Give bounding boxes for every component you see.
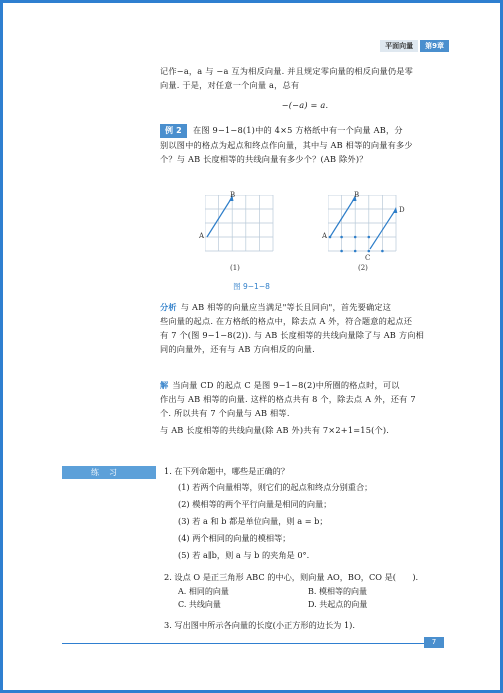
solution-tag: 解: [160, 380, 169, 390]
solution-line-1: 当向量 CD 的起点 C 是图 9−1−8(2)中所圈的格点时，可以: [172, 380, 400, 390]
q1-item-1: (1) 若两个向量相等，则它们的起点和终点分别重合；: [178, 482, 373, 492]
footer-rule: [62, 643, 437, 644]
analysis-line-1: 与 AB 相等的向量应当满足"等长且同向"，首先要确定这: [180, 302, 392, 312]
label-c-2: C: [365, 254, 371, 262]
analysis-line-3: 有 7 个(图 9−1−8(2)). 与 AB 长度相等的共线向量除了与 AB 方向相: [160, 330, 424, 340]
analysis-line-4: 同的向量外，还有与 AB 方向相反的向量.: [160, 344, 315, 354]
example-line-2: 别以图中的格点为起点和终点作向量，其中与 AB 相等的向量有多少: [160, 140, 413, 150]
vector-cd: [370, 209, 396, 249]
q2-option-b: B. 模相等的向量: [308, 587, 367, 596]
example-2: [160, 123, 450, 166]
analysis-tag: 分析: [160, 302, 177, 312]
running-header: [380, 40, 449, 52]
figure-grid-1: [205, 195, 275, 255]
analysis-paragraph: [160, 300, 450, 356]
q1-item-3: (3) 若 a 和 b 都是单位向量，则 a = b；: [178, 516, 328, 526]
label-b-1: B: [230, 191, 236, 199]
example-line-1: 在图 9−1−8(1)中的 4×5 方格纸中有一个向量 AB，分: [192, 125, 403, 135]
label-a-1: A: [199, 232, 205, 240]
solution-paragraph: [160, 378, 450, 437]
page-number: 7: [424, 637, 444, 648]
q1-item-5: (5) 若 a∥b，则 a 与 b 的夹角是 0°.: [178, 550, 310, 560]
q2-option-d: D. 共起点的向量: [308, 600, 368, 609]
q2-option-c: C. 共线向量: [178, 600, 221, 609]
section-title: 平面向量: [380, 40, 418, 52]
intro-formula: −(−a) = a.: [281, 100, 329, 110]
vector-ab: [207, 197, 232, 237]
label-b-2: B: [354, 191, 360, 199]
q2-options: [178, 586, 438, 610]
label-d-2: D: [399, 206, 405, 214]
question-2: 2. 设点 O 是正三角形 ABC 的中心，则向量 AO，BO，CO 是( ).: [164, 572, 419, 582]
example-line-3: 个？与 AB 长度相等的共线向量有多少个？(AB 除外)？: [160, 154, 368, 164]
question-1: 1. 在下列命题中，哪些是正确的？: [164, 466, 290, 476]
question-3: 3. 写出图中所示各向量的长度(小正方形的边长为 1).: [164, 620, 355, 630]
intro-line-1: 记作−a，a 与 −a 互为相反向量. 并且规定零向量的相反向量仍是零: [160, 66, 414, 76]
figure-caption: 图 9−1−8: [233, 282, 270, 291]
solution-line-2: 作出与 AB 相等的向量. 这样的格点共有 8 个，除去点 A 外，还有 7: [160, 394, 416, 404]
figure-label-1: (1): [230, 264, 240, 272]
intro-line-2: 向量. 于是，对任意一个向量 a，总有: [160, 80, 300, 90]
q2-option-a: A. 相同的向量: [178, 587, 229, 596]
exercise-banner: 练习: [62, 466, 156, 479]
intro-paragraph: [160, 64, 450, 112]
q1-item-2: (2) 模相等的两个平行向量是相同的向量；: [178, 499, 332, 509]
label-a-2: A: [322, 232, 328, 240]
solution-line-4: 与 AB 长度相等的共线向量(除 AB 外)共有 7×2+1=15(个).: [160, 425, 390, 435]
analysis-line-2: 些向量的起点. 在方格纸的格点中，除去点 A 外，符合题意的起点还: [160, 316, 413, 326]
q1-item-4: (4) 两个相同的向量的模相等；: [178, 533, 291, 543]
figure-grid-2: [328, 195, 400, 257]
solution-line-3: 个. 所以共有 7 个向量与 AB 相等.: [160, 408, 290, 418]
example-tag: 例 2: [160, 124, 187, 138]
chapter-badge: 第9章: [420, 40, 449, 52]
figure-label-2: (2): [358, 264, 368, 272]
